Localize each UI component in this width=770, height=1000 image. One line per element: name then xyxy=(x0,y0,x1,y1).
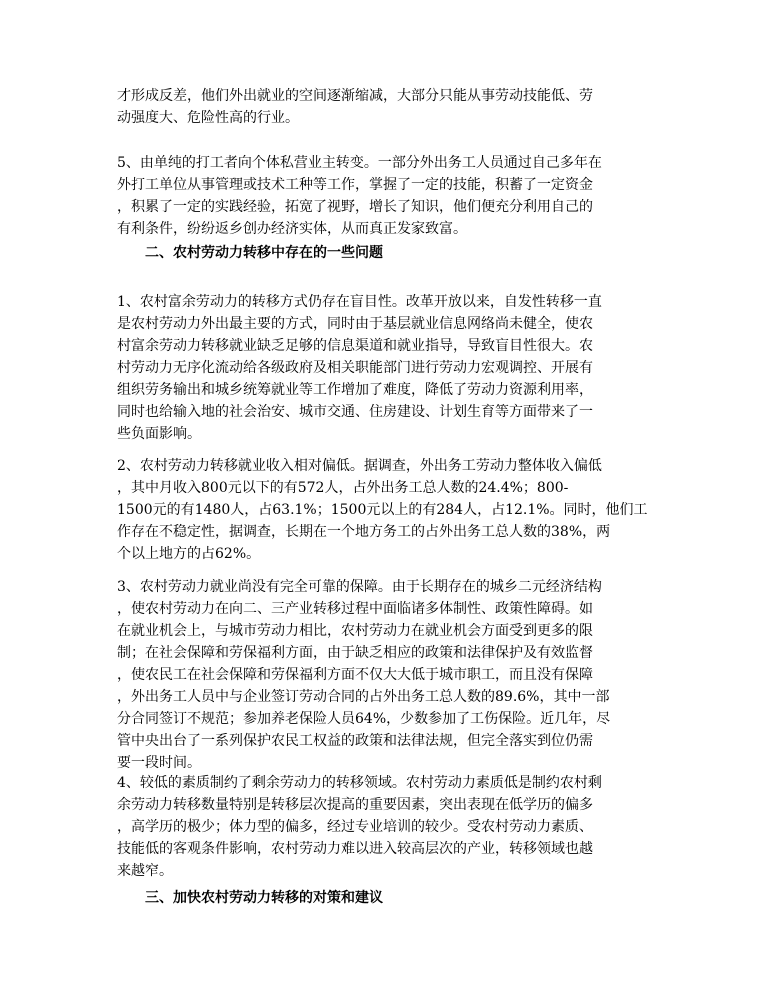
text-line: 是农村劳动力外出最主要的方式，同时由于基层就业信息网络尚未健全，使农 xyxy=(117,316,593,332)
text-line: ，使农民工在社会保障和劳保福利方面不仅大大低于城市职工，而且没有保障 xyxy=(117,667,593,683)
text-line: 村富余劳动力转移就业缺乏足够的信息渠道和就业指导，导致盲目性很大。农 xyxy=(117,338,593,354)
text-line: ，其中月收入800元以下的有572人，占外出务工总人数的24.4%；800- xyxy=(117,480,569,496)
text-line: 个以上地方的占62%。 xyxy=(117,546,261,562)
text-line: 要一段时间。 xyxy=(117,755,201,771)
text-line: 3、农村劳动力就业尚没有完全可靠的保障。由于长期存在的城乡二元经济结构 xyxy=(117,579,602,595)
paragraph-problem-1 xyxy=(117,291,657,445)
text-line: 村劳动力无序化流动给各级政府及相关职能部门进行劳动力宏观调控、开展有 xyxy=(117,360,593,376)
text-line: ，积累了一定的实践经验，拓宽了视野，增长了知识，他们便充分利用自己的 xyxy=(117,199,593,215)
text-line: 5、由单纯的打工者向个体私营业主转变。一部分外出务工人员通过自己多年在 xyxy=(117,155,602,171)
text-line: 1500元的有1480人，占63.1%；1500元以上的有284人，占12.1%。同时，他们工 xyxy=(117,502,648,518)
paragraph-problem-3 xyxy=(117,576,657,774)
text-line: 作存在不稳定性，据调查，长期在一个地方务工的占外出务工总人数的38%，两 xyxy=(117,524,611,540)
paragraph-intro xyxy=(117,85,657,129)
text-line: 有利条件，纷纷返乡创办经济实体，从而真正发家致富。 xyxy=(117,221,467,237)
section-heading-2: 二、农村劳动力转移中存在的一些问题 xyxy=(145,245,383,261)
text-line: 分合同签订不规范；参加养老保险人员64%，少数参加了工伤保险。近几年，尽 xyxy=(117,711,611,727)
text-line: 1、农村富余劳动力的转移方式仍存在盲目性。改革开放以来，自发性转移一直 xyxy=(117,294,602,310)
text-line: ，高学历的极少；体力型的偏多，经过专业培训的较少。受农村劳动力素质、 xyxy=(117,819,593,835)
text-line: 才形成反差，他们外出就业的空间逐渐缩减，大部分只能从事劳动技能低、劳 xyxy=(117,88,593,104)
text-line: 组织劳务输出和城乡统筹就业等工作增加了难度，降低了劳动力资源利用率， xyxy=(117,382,593,398)
text-line: 2、农村劳动力转移就业收入相对偏低。据调查，外出务工劳动力整体收入偏低 xyxy=(117,458,602,474)
text-line: 技能低的客观条件影响，农村劳动力难以进入较高层次的产业，转移领域也越 xyxy=(117,841,593,857)
text-line: 管中央出台了一系列保护农民工权益的政策和法律法规，但完全落实到位仍需 xyxy=(117,733,593,749)
section-heading-3: 三、加快农村劳动力转移的对策和建议 xyxy=(145,890,383,906)
text-line: 同时也给输入地的社会治安、城市交通、住房建设、计划生育等方面带来了一 xyxy=(117,404,593,420)
text-line: 些负面影响。 xyxy=(117,426,201,442)
text-line: 在就业机会上，与城市劳动力相比，农村劳动力在就业机会方面受到更多的限 xyxy=(117,623,593,639)
paragraph-5 xyxy=(117,152,657,240)
text-line: 来越窄。 xyxy=(117,863,173,879)
text-line: 制；在社会保障和劳保福利方面，由于缺乏相应的政策和法律保护及有效监督 xyxy=(117,645,593,661)
paragraph-problem-4 xyxy=(117,772,657,882)
paragraph-problem-2 xyxy=(117,455,657,565)
text-line: 动强度大、危险性高的行业。 xyxy=(117,110,299,126)
text-line: ，使农村劳动力在向二、三产业转移过程中面临诸多体制性、政策性障碍。如 xyxy=(117,601,593,617)
text-line: 余劳动力转移数量特别是转移层次提高的重要因素，突出表现在低学历的偏多 xyxy=(117,797,593,813)
text-line: ，外出务工人员中与企业签订劳动合同的占外出务工总人数的89.6%，其中一部 xyxy=(117,689,610,705)
text-line: 4、较低的素质制约了剩余劳动力的转移领域。农村劳动力素质低是制约农村剩 xyxy=(117,775,602,791)
text-line: 外打工单位从事管理或技术工种等工作，掌握了一定的技能，积蓄了一定资金 xyxy=(117,177,593,193)
